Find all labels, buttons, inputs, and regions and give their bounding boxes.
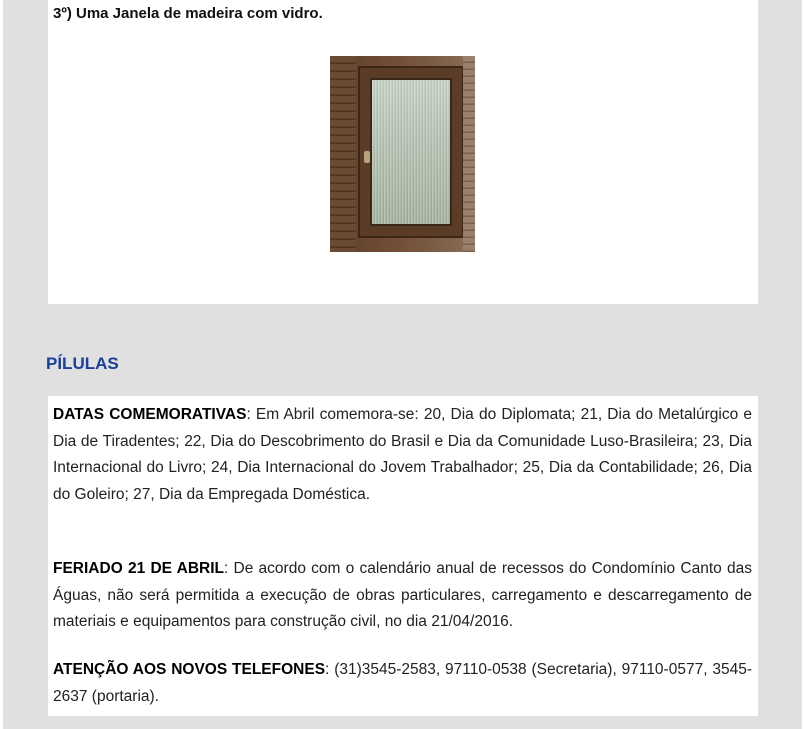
- shutter-detail: [330, 56, 356, 252]
- window-frame: [358, 66, 464, 238]
- pill-label: ATENÇÃO AOS NOVOS TELEFONES: [53, 661, 326, 678]
- pill-text: : Em Abril comemora-se: 20, Dia do Diplomata; 21, Dia do Metalúrgico e Dia de Tiradentes; 22, Dia do Descobrimento do Brasil e Dia da Comunidade Luso-Brasileira; 23, Dia Internacional do Livro; 24, Dia Internacional do Jovem Trabalhador; 25, Dia da Contabilidade; 26, Dia do Goleiro; 27, Dia da Empregada Doméstica.: [53, 406, 753, 503]
- window-latch: [364, 151, 370, 163]
- item-title: 3º) Uma Janela de madeira com vidro.: [53, 5, 323, 22]
- pill-commemorative-dates: [53, 402, 752, 508]
- window-glass: [370, 78, 452, 226]
- wooden-window-photo: [330, 56, 475, 252]
- wall-detail: [463, 56, 475, 252]
- pill-label: DATAS COMEMORATIVAS: [53, 406, 247, 423]
- section-heading: PÍLULAS: [46, 354, 119, 373]
- pill-new-phones: [53, 657, 752, 710]
- pill-text: : De acordo com o calendário anual de recessos do Condomínio Canto das Águas, não será permitida a execução de obras particulares, carregamento e descarregamento de materiais e equipamentos para construção civil, no dia 21/04/2016.: [53, 560, 752, 630]
- pill-text: : (31)3545-2583, 97110-0538 (Secretaria), 97110-0577, 3545-2637 (portaria).: [53, 661, 752, 705]
- pill-label: FERIADO 21 DE ABRIL: [53, 560, 224, 577]
- pill-holiday: [53, 556, 752, 636]
